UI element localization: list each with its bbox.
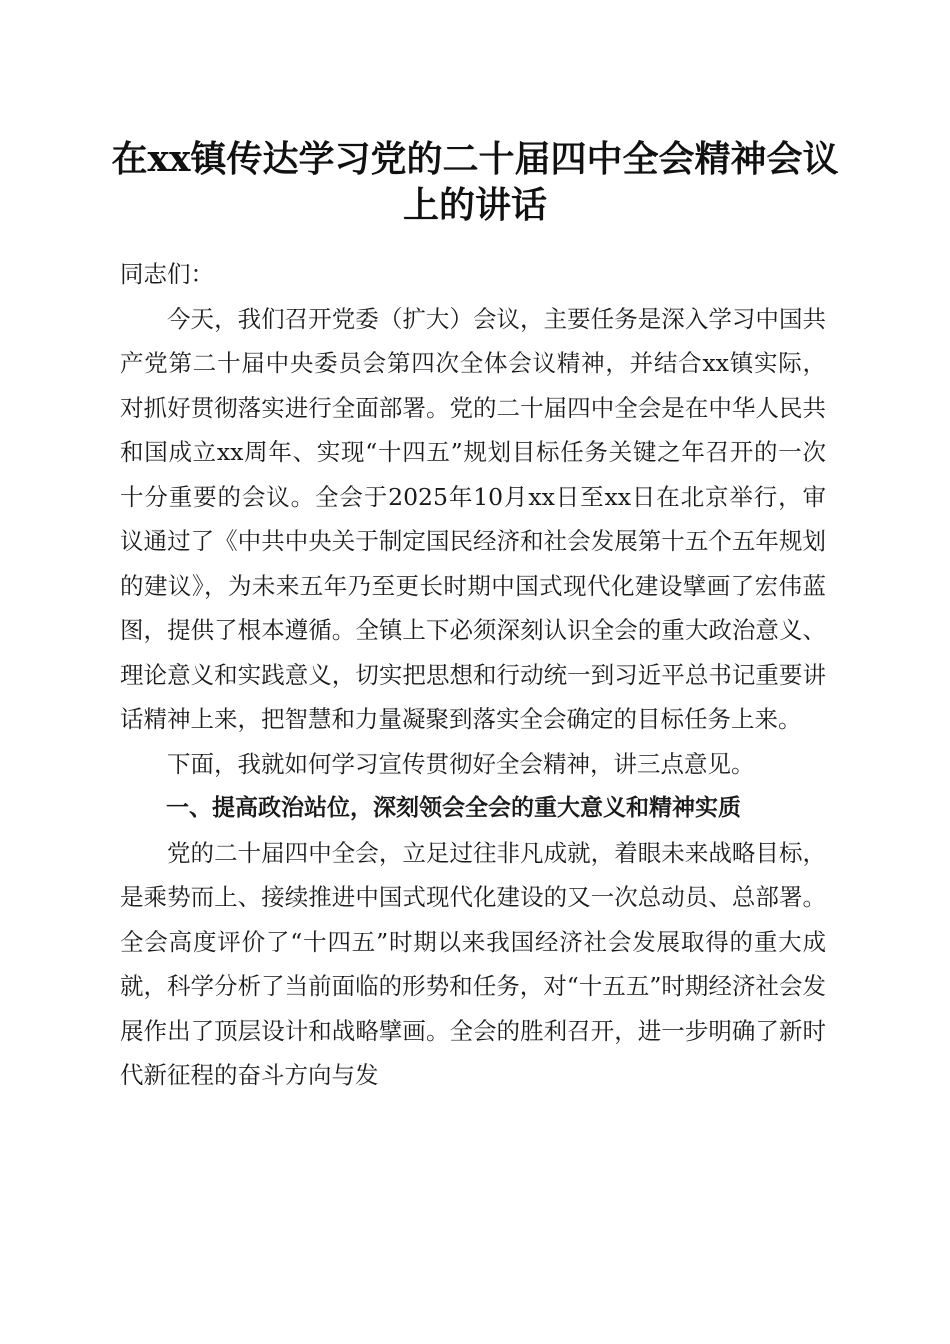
- paragraph-intro: 今天，我们召开党委（扩大）会议，主要任务是深入学习中国共产党第二十届中央委员会第四次全体会议精神，并结合xx镇实际，对抓好贯彻落实进行全面部署。党的二十届四中全会是在中华人民共和国成立xx周年、实现“十四五”规划目标任务关键之年召开的一次十分重要的会议。全会于2025年10月xx日至xx日在北京举行，审议通过了《中共中央关于制定国民经济和社会发展第十五个五年规划的建议》，为未来五年乃至更长时期中国式现代化建设擘画了宏伟蓝图，提供了根本遵循。全镇上下必须深刻认识全会的重大政治意义、理论意义和实践意义，切实把思想和行动统一到习近平总书记重要讲话精神上来，把智慧和力量凝聚到落实全会确定的目标任务上来。: [120, 304, 826, 733]
- document-body: [120, 252, 826, 1098]
- paragraph-outline: 下面，我就如何学习宣传贯彻好全会精神，讲三点意见。: [167, 749, 755, 778]
- section-heading-1: 一、提高政治站位，深刻领会全会的重大意义和精神实质: [166, 795, 741, 821]
- salutation: 同志们：: [120, 260, 214, 288]
- section-paragraph-1: 党的二十届四中全会，立足过往非凡成就，着眼未来战略目标，是乘势而上、接续推进中国式现代化建设的又一次总动员、总部署。全会高度评价了“十四五”时期以来我国经济社会发展取得的重大成就，科学分析了当前面临的形势和任务，对“十五五”时期经济社会发展作出了顶层设计和战略擘画。全会的胜利召开，进一步明确了新时代新征程的奋斗方向与发: [120, 838, 826, 1089]
- document-title: 在xx镇传达学习党的二十届四中全会精神会议上的讲话: [111, 138, 839, 226]
